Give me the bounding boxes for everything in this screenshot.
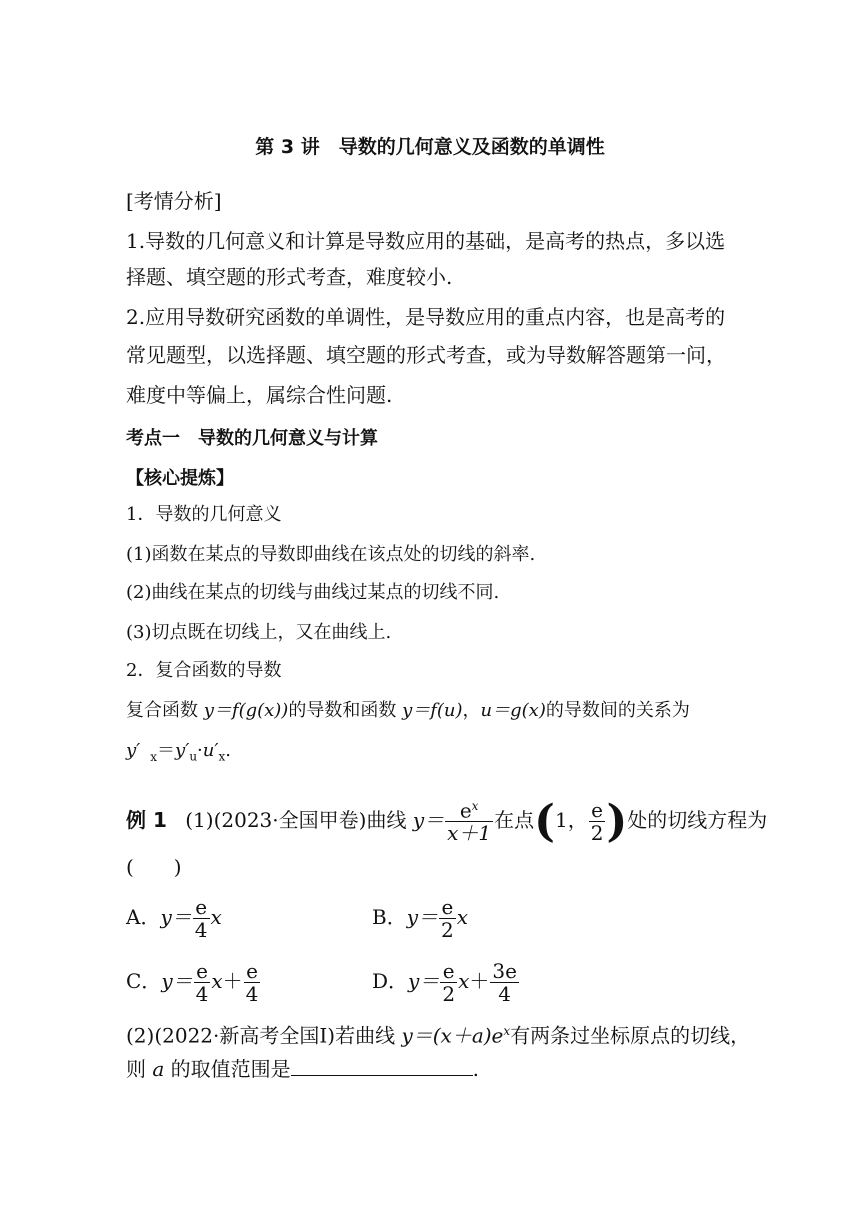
left-paren-icon: ( xyxy=(534,795,555,847)
core-item-1-2: (2)曲线在某点的切线与曲线过某点的切线不同. xyxy=(126,582,500,603)
fraction xyxy=(445,799,493,845)
fraction-numerator: e xyxy=(440,960,457,983)
option-c[interactable] xyxy=(126,960,261,1005)
text-run: 的导数和函数 xyxy=(288,700,403,721)
math-expression: y＝(x＋a)e xyxy=(401,1023,504,1048)
option-label: D． xyxy=(372,969,409,993)
page-title: 第 3 讲 导数的几何意义及函数的单调性 xyxy=(255,136,605,158)
denominator-text: x＋1 xyxy=(447,821,492,846)
analysis-point-2-line-3: 难度中等偏上，属综合性问题. xyxy=(126,383,393,407)
option-variable: x xyxy=(210,905,222,929)
formula-dot: · xyxy=(197,740,203,761)
math-expression: y＝f(u) xyxy=(402,700,463,721)
option-plus: ＋ xyxy=(222,969,243,993)
fraction-numerator: e xyxy=(193,896,210,919)
core-item-2: 2．复合函数的导数 xyxy=(126,660,282,681)
option-variable: x xyxy=(211,969,223,993)
core-label-text: 核心提炼 xyxy=(144,468,216,489)
fraction xyxy=(589,799,606,844)
option-lhs: y＝ xyxy=(160,905,192,929)
composite-rule-formula xyxy=(126,736,734,772)
option-plus: ＋ xyxy=(469,969,490,993)
option-d[interactable] xyxy=(372,960,520,1005)
formula-term: y′ xyxy=(126,740,141,761)
fraction-numerator: e xyxy=(589,799,606,822)
fraction-denominator: 4 xyxy=(245,982,259,1006)
text-run: 的导数间的关系为 xyxy=(545,700,690,721)
formula-subscript: u xyxy=(189,749,198,764)
formula-term: y′ xyxy=(175,740,190,761)
example-1-question-2-line-2 xyxy=(126,1054,734,1084)
analysis-heading: [考情分析] xyxy=(126,189,222,213)
fraction xyxy=(439,896,456,941)
example-1-question-2-line-1 xyxy=(126,1016,751,1051)
fraction-numerator xyxy=(445,799,493,823)
answer-blank[interactable] xyxy=(291,1055,473,1076)
fraction-numerator: e xyxy=(244,960,261,983)
text-run: 复合函数 xyxy=(126,700,204,721)
option-b[interactable] xyxy=(372,896,468,941)
formula-term: u′ xyxy=(202,740,219,761)
answer-paren: ( ) xyxy=(126,855,182,879)
fraction-denominator xyxy=(445,822,493,844)
formula-subscript: x xyxy=(218,749,226,764)
fraction xyxy=(490,960,519,1005)
question-lhs: y＝ xyxy=(412,808,445,832)
math-variable: a xyxy=(152,1057,165,1081)
question-mid: 在点 xyxy=(494,808,535,832)
superscript: x xyxy=(471,798,479,813)
option-lhs: y＝ xyxy=(161,969,193,993)
text-run: ， xyxy=(462,700,481,721)
math-expression: u＝g(x) xyxy=(480,700,546,721)
analysis-point-1-line-1: 1.导数的几何意义和计算是导数应用的基础，是高考的热点，多以选 xyxy=(126,229,726,253)
fraction xyxy=(193,896,210,941)
fraction-denominator: 4 xyxy=(195,982,209,1006)
core-item-1: 1．导数的几何意义 xyxy=(126,504,282,525)
analysis-point-1-line-2: 择题、填空题的形式考查，难度较小. xyxy=(126,265,453,289)
fraction-numerator: e xyxy=(194,960,211,983)
fraction-denominator: 2 xyxy=(590,821,604,845)
fraction xyxy=(194,960,211,1005)
option-label: C． xyxy=(126,969,162,993)
example-1-question-1 xyxy=(126,795,768,847)
option-a[interactable] xyxy=(126,896,222,941)
option-label: A． xyxy=(126,905,161,929)
analysis-point-2-line-1: 2.应用导数研究函数的单调性，是导数应用的重点内容，也是高考的 xyxy=(126,305,726,329)
fraction xyxy=(244,960,261,1005)
core-label xyxy=(126,462,734,494)
core-item-1-3: (3)切点既在切线上，又在曲线上. xyxy=(126,622,392,643)
superscript: x xyxy=(503,1024,511,1038)
fraction-denominator: 2 xyxy=(442,982,456,1006)
text-run: 有两条过坐标原点的切线， xyxy=(510,1023,751,1048)
fraction xyxy=(440,960,457,1005)
option-lhs: y＝ xyxy=(406,905,439,929)
option-variable: x xyxy=(458,969,470,993)
section-heading: 考点一 导数的几何意义与计算 xyxy=(126,428,378,449)
point-coordinate: 1， xyxy=(554,808,588,832)
analysis-point-2-line-2: 常见题型，以选择题、填空题的形式考查，或为导数解答题第一问， xyxy=(126,343,726,367)
formula-equals: ＝ xyxy=(157,740,176,761)
fraction-denominator: 2 xyxy=(441,918,454,942)
fraction-denominator: 4 xyxy=(194,918,208,942)
formula-subscript: x xyxy=(150,749,158,764)
question-suffix: 处的切线方程为 xyxy=(627,808,768,832)
formula-period: . xyxy=(225,740,231,761)
example-label: 例 1 xyxy=(126,808,167,832)
fraction-denominator: 4 xyxy=(498,982,512,1006)
composite-rule-text xyxy=(126,696,734,726)
fraction-numerator: 3e xyxy=(492,959,517,983)
question-prefix: (1)(2023·全国甲卷)曲线 xyxy=(185,808,413,832)
option-label: B． xyxy=(372,905,407,929)
option-lhs: y＝ xyxy=(408,969,440,993)
text-run: 则 xyxy=(126,1057,153,1081)
fraction-numerator: e xyxy=(439,896,456,919)
bracket-open-icon: 【 xyxy=(126,468,144,489)
numerator-text: e xyxy=(459,798,472,823)
text-run: . xyxy=(472,1057,480,1081)
text-run: (2)(2022·新高考全国Ⅰ)若曲线 xyxy=(126,1023,402,1048)
right-paren-icon: ) xyxy=(606,795,628,847)
option-variable: x xyxy=(456,905,469,929)
core-item-1-1: (1)函数在某点的导数即曲线在该点处的切线的斜率. xyxy=(126,544,536,565)
bracket-close-icon: 】 xyxy=(216,468,234,489)
math-expression: y＝f(g(x)) xyxy=(203,700,289,721)
text-run: 的取值范围是 xyxy=(164,1057,291,1081)
